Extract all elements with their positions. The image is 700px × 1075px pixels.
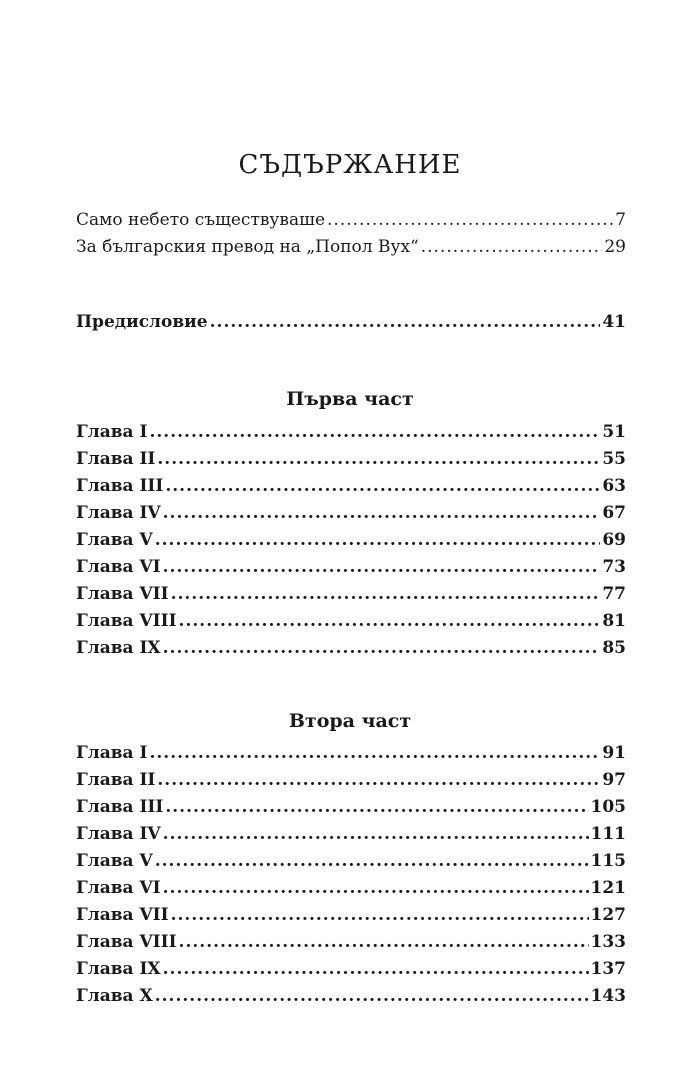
toc-entry-page: 85 — [602, 638, 626, 658]
toc-leader-dots — [149, 743, 600, 763]
toc-leader-dots — [210, 312, 601, 332]
toc-leader-dots — [155, 851, 589, 871]
toc-entry-label: Глава IX — [76, 959, 161, 979]
toc-leader-dots — [179, 611, 601, 631]
toc-intro-section — [76, 210, 626, 264]
toc-entry-page: 137 — [590, 959, 626, 979]
toc-preface-section — [76, 312, 626, 339]
toc-entry-page: 105 — [590, 797, 626, 817]
toc-entry-page: 7 — [615, 210, 626, 230]
toc-entry[interactable] — [76, 503, 626, 530]
toc-part-second — [76, 743, 626, 1013]
toc-leader-dots — [163, 878, 589, 898]
toc-entry-label: Глава VIII — [76, 932, 177, 952]
toc-entry-label: Глава III — [76, 476, 164, 496]
toc-leader-dots — [155, 986, 589, 1006]
part-heading-second: Втора част — [288, 710, 412, 732]
toc-entry-page: 55 — [602, 449, 626, 469]
toc-leader-dots — [163, 959, 589, 979]
toc-entry-label: Предисловие — [76, 312, 208, 332]
toc-entry-preface[interactable] — [76, 312, 626, 339]
toc-entry-page: 91 — [602, 743, 626, 763]
toc-entry[interactable] — [76, 986, 626, 1013]
toc-entry[interactable] — [76, 638, 626, 665]
toc-entry[interactable] — [76, 770, 626, 797]
toc-entry-label: Глава X — [76, 986, 153, 1006]
toc-entry-page: 69 — [602, 530, 626, 550]
toc-entry-label: Глава VI — [76, 557, 161, 577]
toc-leader-dots — [179, 932, 589, 952]
toc-entry-label: Глава V — [76, 530, 153, 550]
toc-leader-dots — [165, 476, 600, 496]
toc-entry-page: 111 — [590, 824, 626, 844]
toc-entry[interactable] — [76, 959, 626, 986]
toc-entry-label: Само небето съществуваше — [76, 210, 326, 230]
toc-leader-dots — [157, 770, 600, 790]
toc-entry[interactable] — [76, 584, 626, 611]
toc-entry[interactable] — [76, 743, 626, 770]
toc-entry[interactable] — [76, 530, 626, 557]
toc-entry-label: Глава VIII — [76, 611, 177, 631]
toc-leader-dots — [163, 638, 601, 658]
toc-entry-label: Глава IV — [76, 824, 161, 844]
toc-leader-dots — [171, 905, 589, 925]
toc-entry[interactable] — [76, 797, 626, 824]
toc-leader-dots — [149, 422, 600, 442]
toc-entry-page: 63 — [602, 476, 626, 496]
toc-entry-page: 127 — [590, 905, 626, 925]
toc-entry[interactable] — [76, 932, 626, 959]
toc-entry-label: За българския превод на „Попол Вух“ — [76, 237, 419, 257]
toc-entry-page: 51 — [602, 422, 626, 442]
toc-entry-label: Глава VII — [76, 584, 169, 604]
toc-entry-page: 81 — [602, 611, 626, 631]
toc-leader-dots — [157, 449, 600, 469]
toc-leader-dots — [421, 237, 603, 257]
toc-entry-page: 29 — [604, 237, 626, 257]
toc-entry-page: 67 — [602, 503, 626, 523]
toc-entry-label: Глава II — [76, 449, 156, 469]
toc-entry-label: Глава VI — [76, 878, 161, 898]
part-heading-first: Първа част — [286, 388, 414, 410]
toc-entry-page: 77 — [602, 584, 626, 604]
toc-leader-dots — [155, 530, 601, 550]
toc-entry-page: 97 — [602, 770, 626, 790]
toc-entry-label: Глава II — [76, 770, 156, 790]
toc-entry[interactable] — [76, 905, 626, 932]
toc-leader-dots — [165, 797, 588, 817]
toc-entry[interactable] — [76, 824, 626, 851]
toc-entry-label: Глава V — [76, 851, 153, 871]
toc-leader-dots — [171, 584, 601, 604]
toc-entry[interactable] — [76, 878, 626, 905]
toc-entry-label: Глава I — [76, 422, 148, 442]
toc-entry-page: 115 — [590, 851, 626, 871]
toc-entry-page: 133 — [590, 932, 626, 952]
toc-leader-dots — [163, 503, 601, 523]
toc-entry-label: Глава IV — [76, 503, 161, 523]
toc-entry-page: 41 — [602, 312, 626, 332]
toc-leader-dots — [163, 824, 589, 844]
toc-leader-dots — [163, 557, 601, 577]
toc-entry[interactable] — [76, 449, 626, 476]
toc-entry[interactable] — [76, 422, 626, 449]
toc-entry-page: 143 — [590, 986, 626, 1006]
toc-entry[interactable] — [76, 611, 626, 638]
toc-entry-label: Глава III — [76, 797, 164, 817]
toc-entry[interactable] — [76, 476, 626, 503]
toc-entry-label: Глава VII — [76, 905, 169, 925]
toc-entry[interactable] — [76, 851, 626, 878]
toc-entry-page: 121 — [590, 878, 626, 898]
toc-leader-dots — [327, 210, 613, 230]
toc-entry[interactable] — [76, 210, 626, 237]
page-title: СЪДЪРЖАНИЕ — [238, 150, 462, 180]
toc-entry-label: Глава IX — [76, 638, 161, 658]
toc-entry-page: 73 — [602, 557, 626, 577]
toc-entry[interactable] — [76, 237, 626, 264]
toc-entry-label: Глава I — [76, 743, 148, 763]
toc-part-first — [76, 422, 626, 665]
toc-entry[interactable] — [76, 557, 626, 584]
